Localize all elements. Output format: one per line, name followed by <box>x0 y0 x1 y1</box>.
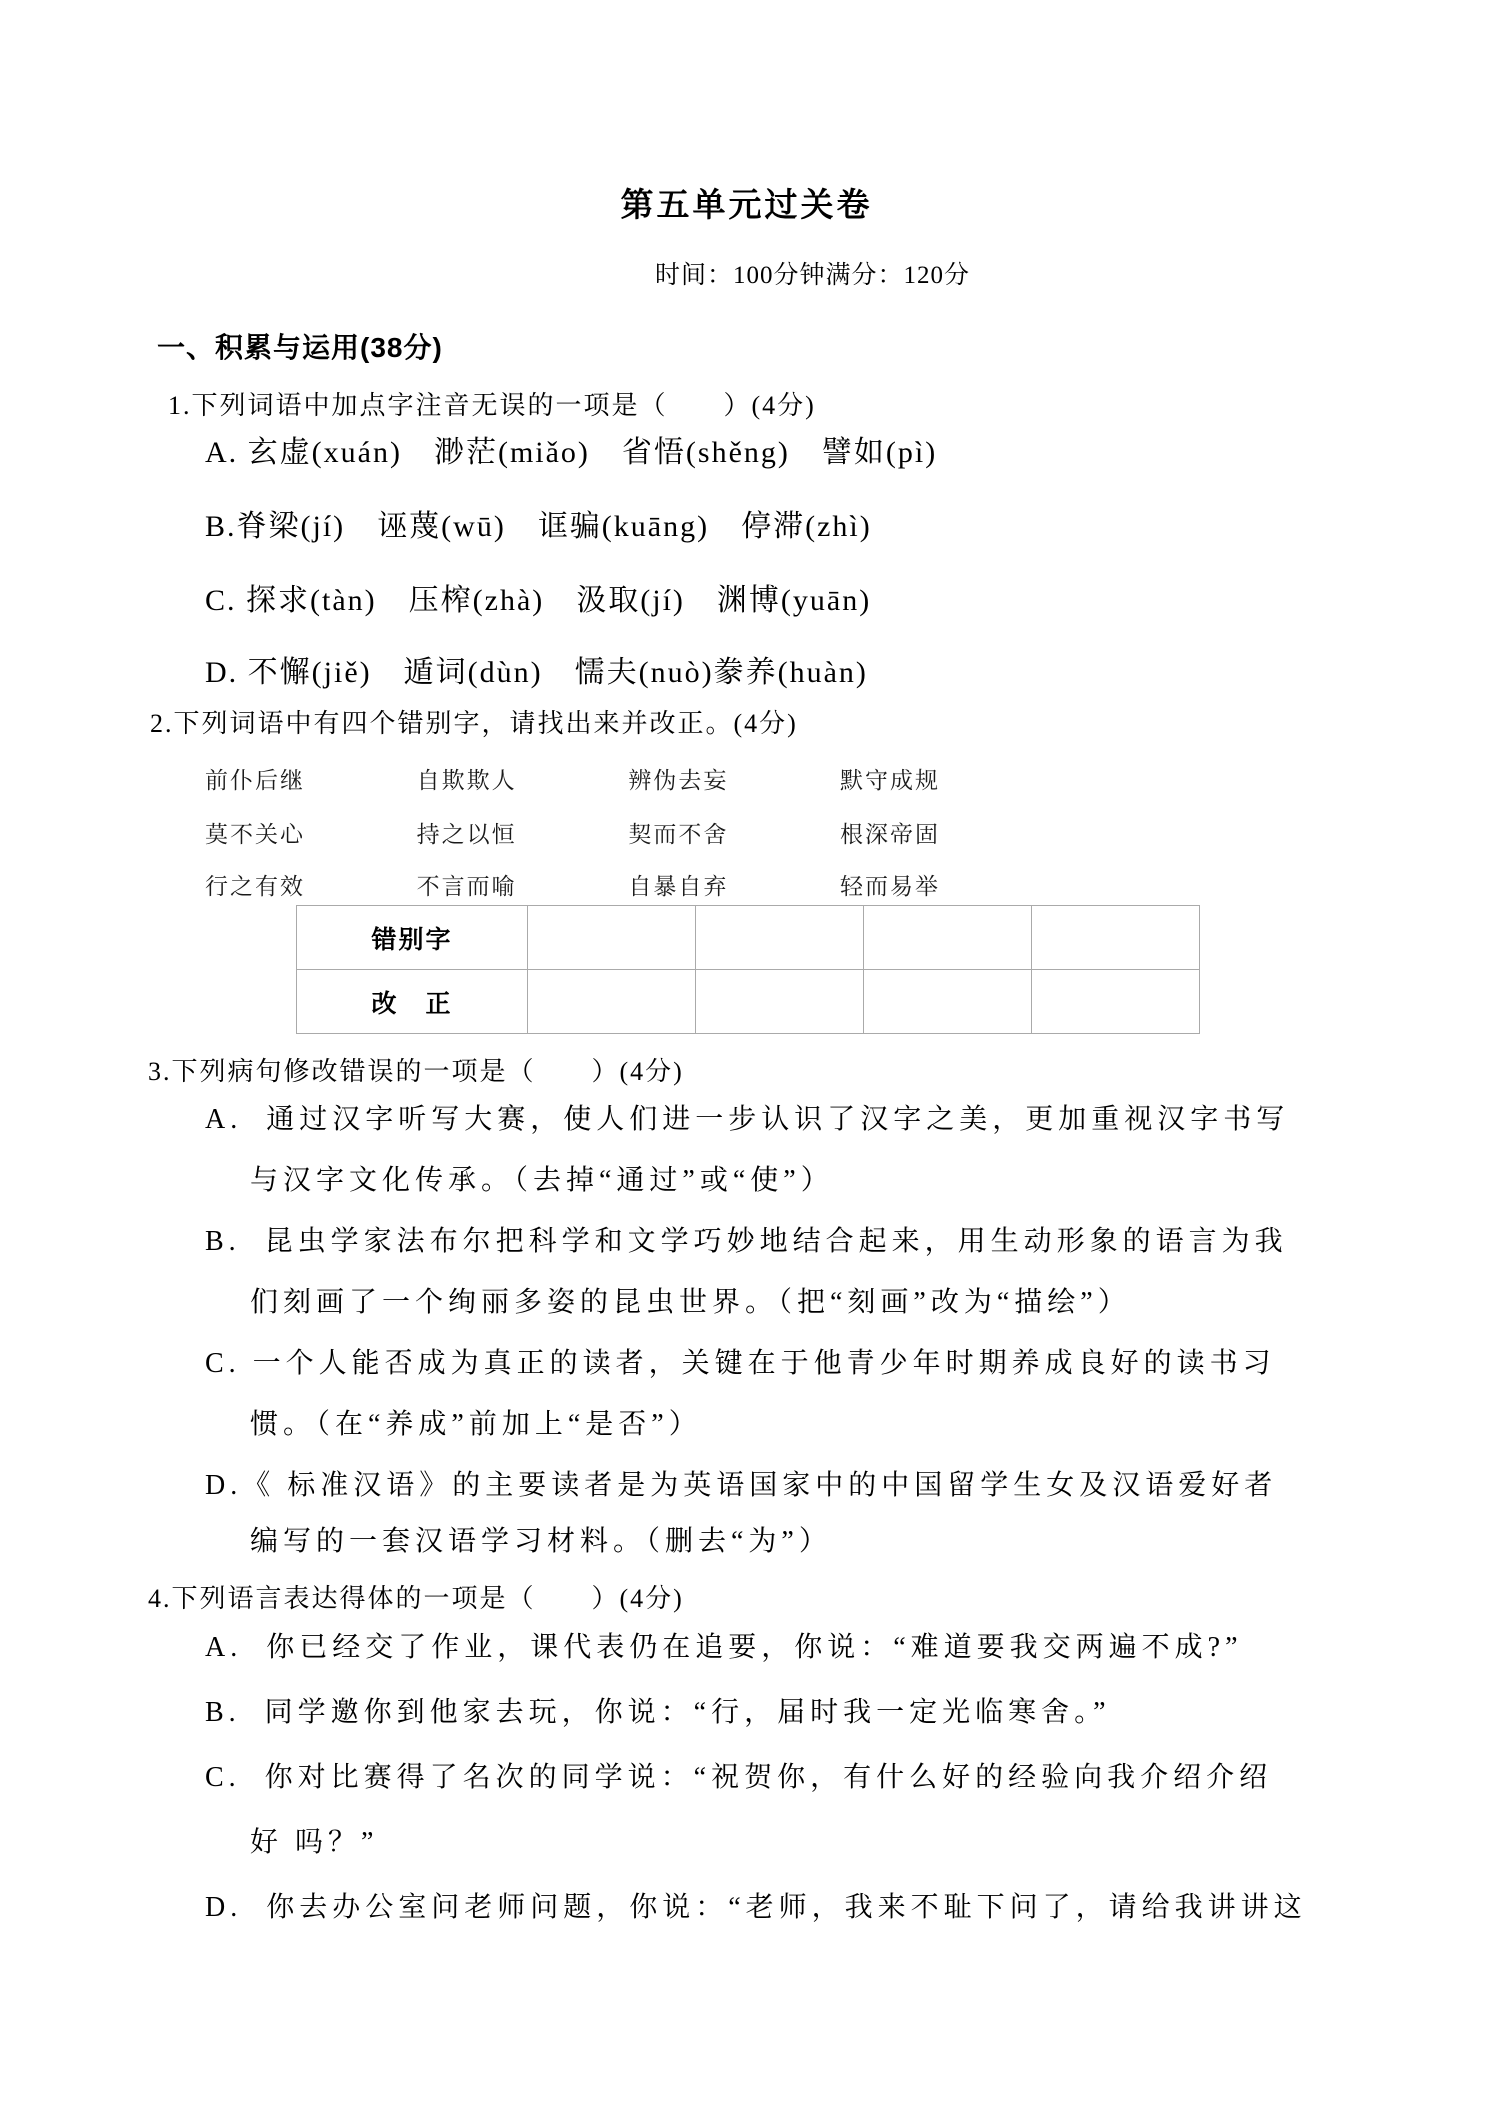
question-3-option-b-line-2: 们刻画了一个绚丽多姿的昆虫世界。（把“刻画”改为“描绘”） <box>250 1287 1131 1318</box>
answer-cell <box>528 906 696 970</box>
question-1-option-c: C. 探求(tàn) 压榨(zhà) 汲取(jí) 渊博(yuān) <box>205 584 872 617</box>
question-4-option-a: A. 你已经交了作业，课代表仍在追要，你说：“难道要我交两遍不成?” <box>205 1632 1243 1663</box>
question-3-option-c-line-1: C. 一个人能否成为真正的读者，关键在于他青少年时期养成良好的读书习 <box>205 1348 1276 1379</box>
question-3-option-d-line-2: 编写的一套汉语学习材料。（删去“为”） <box>250 1526 832 1557</box>
answer-cell <box>1032 906 1200 970</box>
question-1-stem: 1.下列词语中加点字注音无误的一项是（ ）(4分) <box>168 391 816 420</box>
word: 契而不舍 <box>628 822 729 847</box>
word: 行之有效 <box>205 874 305 899</box>
word: 自暴自弃 <box>628 874 729 899</box>
question-3-option-c-line-2: 惯。（在“养成”前加上“是否”） <box>250 1409 702 1440</box>
answer-cell <box>864 970 1032 1034</box>
word: 默守成规 <box>839 768 940 793</box>
question-4-option-c-line-2: 好 吗？” <box>250 1827 379 1858</box>
question-1-option-d: D. 不懈(jiě) 遁词(dùn) 懦夫(nuò)豢养(huàn) <box>205 656 868 689</box>
question-4-stem: 4.下列语言表达得体的一项是（ ）(4分) <box>148 1584 684 1613</box>
question-3-option-a-line-1: A. 通过汉字听写大赛，使人们进一步认识了汉字之美，更加重视汉字书写 <box>205 1104 1290 1135</box>
word: 轻而易举 <box>839 874 940 899</box>
answer-cell <box>696 906 864 970</box>
word-row-1 <box>205 762 940 795</box>
word: 辨伪去妄 <box>628 768 729 793</box>
section-heading: 一、积累与运用(38分) <box>157 332 443 363</box>
word: 莫不关心 <box>205 822 305 847</box>
correction-row-label: 改 正 <box>297 970 528 1034</box>
answer-cell <box>528 970 696 1034</box>
question-2-stem: 2.下列词语中有四个错别字，请找出来并改正。(4分) <box>150 709 798 738</box>
word: 持之以恒 <box>416 822 517 847</box>
answer-table <box>296 905 1200 1034</box>
question-4-option-c-line-1: C. 你对比赛得了名次的同学说：“祝贺你，有什么好的经验向我介绍介绍 <box>205 1762 1273 1793</box>
word: 不言而喻 <box>416 874 517 899</box>
typo-row-label: 错别字 <box>297 906 528 970</box>
question-4-option-b: B. 同学邀你到他家去玩，你说：“行，届时我一定光临寒舍。” <box>205 1697 1111 1728</box>
question-3-option-a-line-2: 与汉字文化传承。（去掉“通过”或“使”） <box>250 1165 834 1196</box>
answer-cell <box>1032 970 1200 1034</box>
word-row-2 <box>205 816 940 849</box>
question-3-option-b-line-1: B. 昆虫学家法布尔把科学和文学巧妙地结合起来，用生动形象的语言为我 <box>205 1226 1288 1257</box>
exam-time-score: 时间：100分钟满分：120分 <box>655 262 971 289</box>
question-3-stem: 3.下列病句修改错误的一项是（ ）(4分) <box>148 1057 684 1086</box>
word: 自欺欺人 <box>416 768 517 793</box>
question-1-option-b: B.脊梁(jí) 诬蔑(wū) 诓骗(kuāng) 停滞(zhì) <box>205 510 872 543</box>
page-title: 第五单元过关卷 <box>620 188 873 224</box>
word: 前仆后继 <box>205 768 305 793</box>
answer-cell <box>864 906 1032 970</box>
answer-cell <box>696 970 864 1034</box>
word: 根深帝固 <box>839 822 940 847</box>
question-4-option-d: D. 你去办公室问老师问题，你说：“老师，我来不耻下问了，请给我讲讲这 <box>205 1892 1307 1923</box>
typo-row <box>297 906 1200 970</box>
correction-row <box>297 970 1200 1034</box>
question-3-option-d-line-1: D.《 标准汉语》的主要读者是为英语国家中的中国留学生女及汉语爱好者 <box>205 1470 1278 1501</box>
word-row-3 <box>205 868 940 901</box>
question-1-option-a: A. 玄虚(xuán) 渺茫(miǎo) 省悟(shěng) 譬如(pì) <box>205 436 938 469</box>
